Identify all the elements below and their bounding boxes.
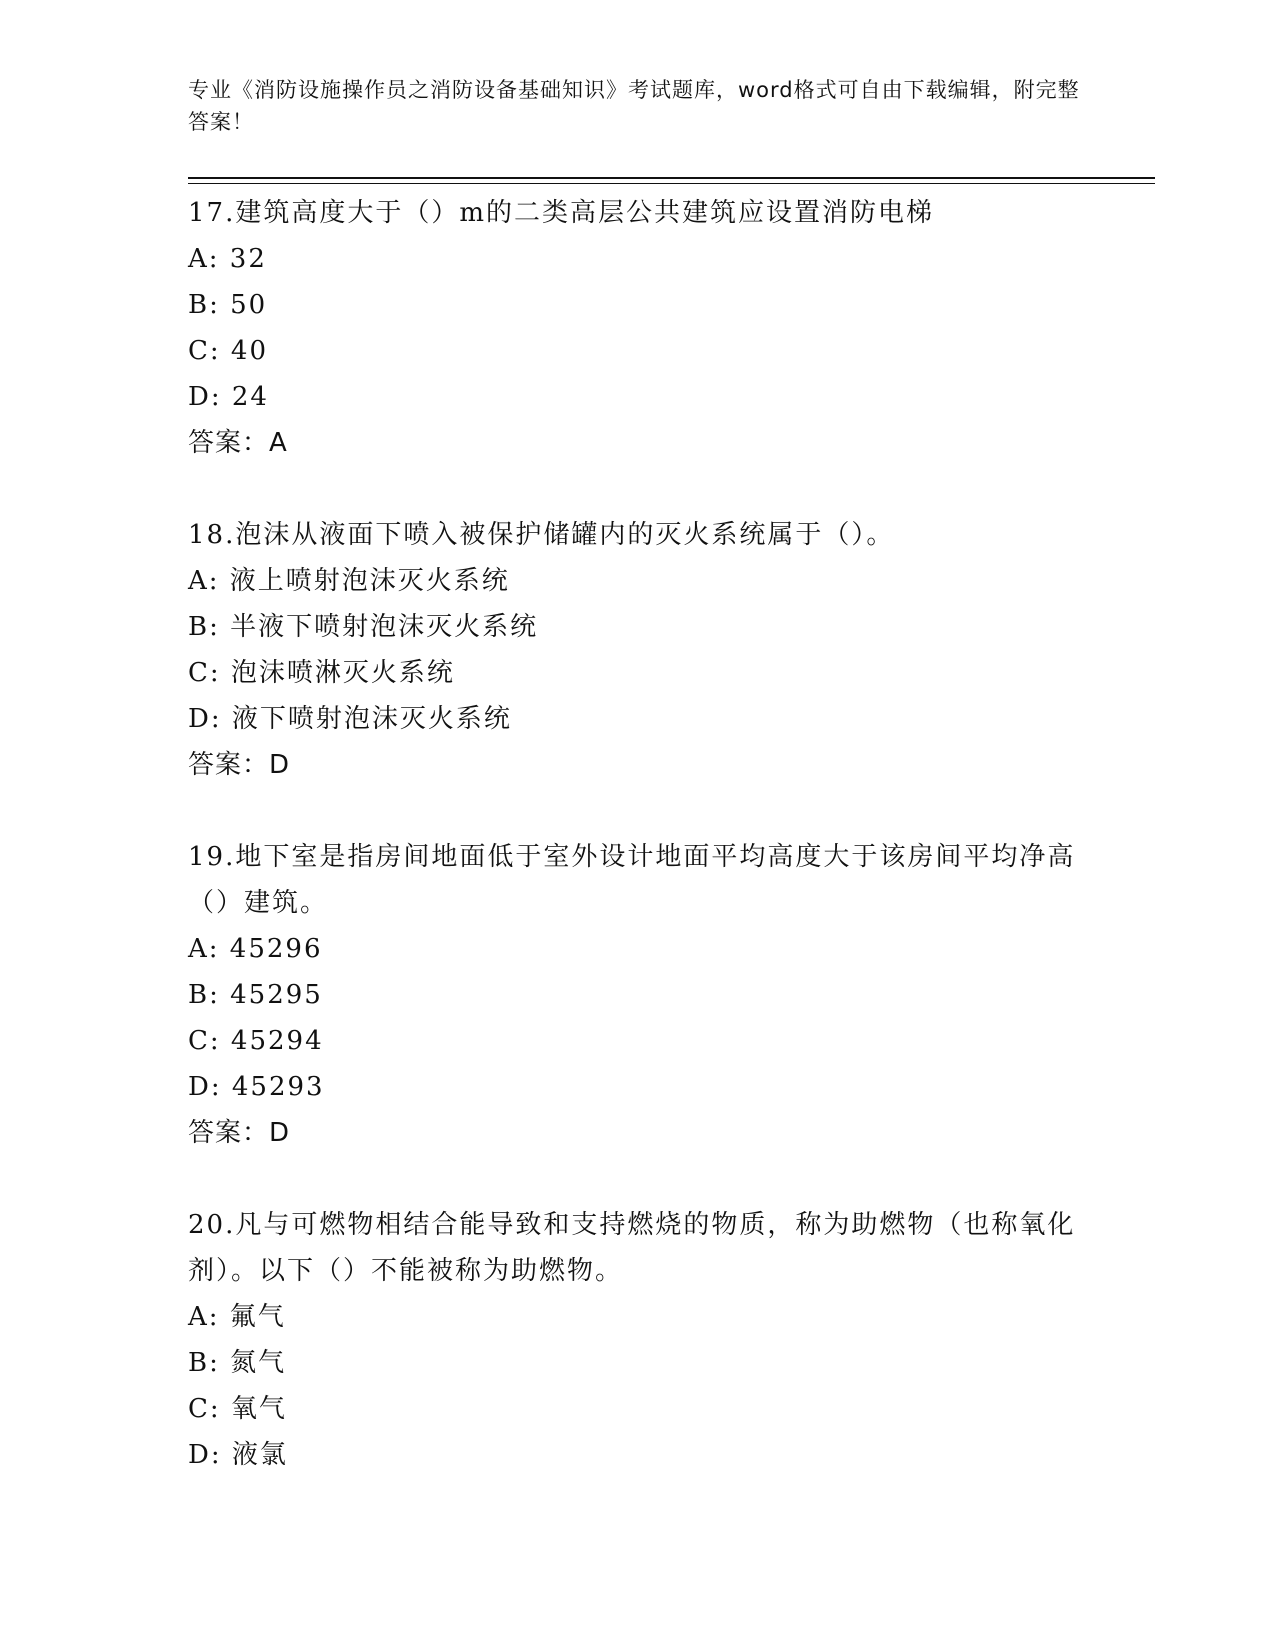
option-a: A: 氟气 xyxy=(188,1302,286,1332)
question-stem: 17.建筑高度大于（）m的二类高层公共建筑应设置消防电梯 xyxy=(188,198,935,228)
option-b: B: 50 xyxy=(188,290,268,320)
answer-label: 答案：D xyxy=(188,1118,291,1148)
option-a: A: 45296 xyxy=(188,934,323,964)
header-divider-thin xyxy=(188,183,1155,184)
header-divider-thick xyxy=(188,177,1155,179)
question-stem: 19.地下室是指房间地面低于室外设计地面平均高度大于该房间平均净高（）建筑。 xyxy=(188,842,1076,918)
option-d: D: 液氯 xyxy=(188,1440,288,1470)
option-d: D: 24 xyxy=(188,382,269,412)
question-20 xyxy=(188,1202,1088,1478)
option-c: C: 氧气 xyxy=(188,1394,287,1424)
option-d: D: 液下喷射泡沫灭火系统 xyxy=(188,704,512,734)
question-list xyxy=(188,190,1088,1478)
document-header: 专业《消防设施操作员之消防设备基础知识》考试题库，word格式可自由下载编辑，附完整答案！ xyxy=(188,78,1080,134)
question-18 xyxy=(188,512,1088,788)
question-19 xyxy=(188,834,1088,1156)
option-d: D: 45293 xyxy=(188,1072,325,1102)
option-b: B: 45295 xyxy=(188,980,323,1010)
option-b: B: 半液下喷射泡沫灭火系统 xyxy=(188,612,539,642)
question-stem: 18.泡沫从液面下喷入被保护储罐内的灭火系统属于（）。 xyxy=(188,520,895,550)
option-c: C: 45294 xyxy=(188,1026,324,1056)
option-b: B: 氮气 xyxy=(188,1348,287,1378)
question-stem: 20.凡与可燃物相结合能导致和支持燃烧的物质，称为助燃物（也称氧化剂）。以下（）不能被称为助燃物。 xyxy=(188,1210,1076,1286)
option-c: C: 泡沫喷淋灭火系统 xyxy=(188,658,455,688)
question-17 xyxy=(188,190,1088,466)
option-a: A: 液上喷射泡沫灭火系统 xyxy=(188,566,510,596)
option-c: C: 40 xyxy=(188,336,269,366)
answer-label: 答案：A xyxy=(188,428,288,458)
answer-label: 答案：D xyxy=(188,750,291,780)
option-a: A: 32 xyxy=(188,244,267,274)
